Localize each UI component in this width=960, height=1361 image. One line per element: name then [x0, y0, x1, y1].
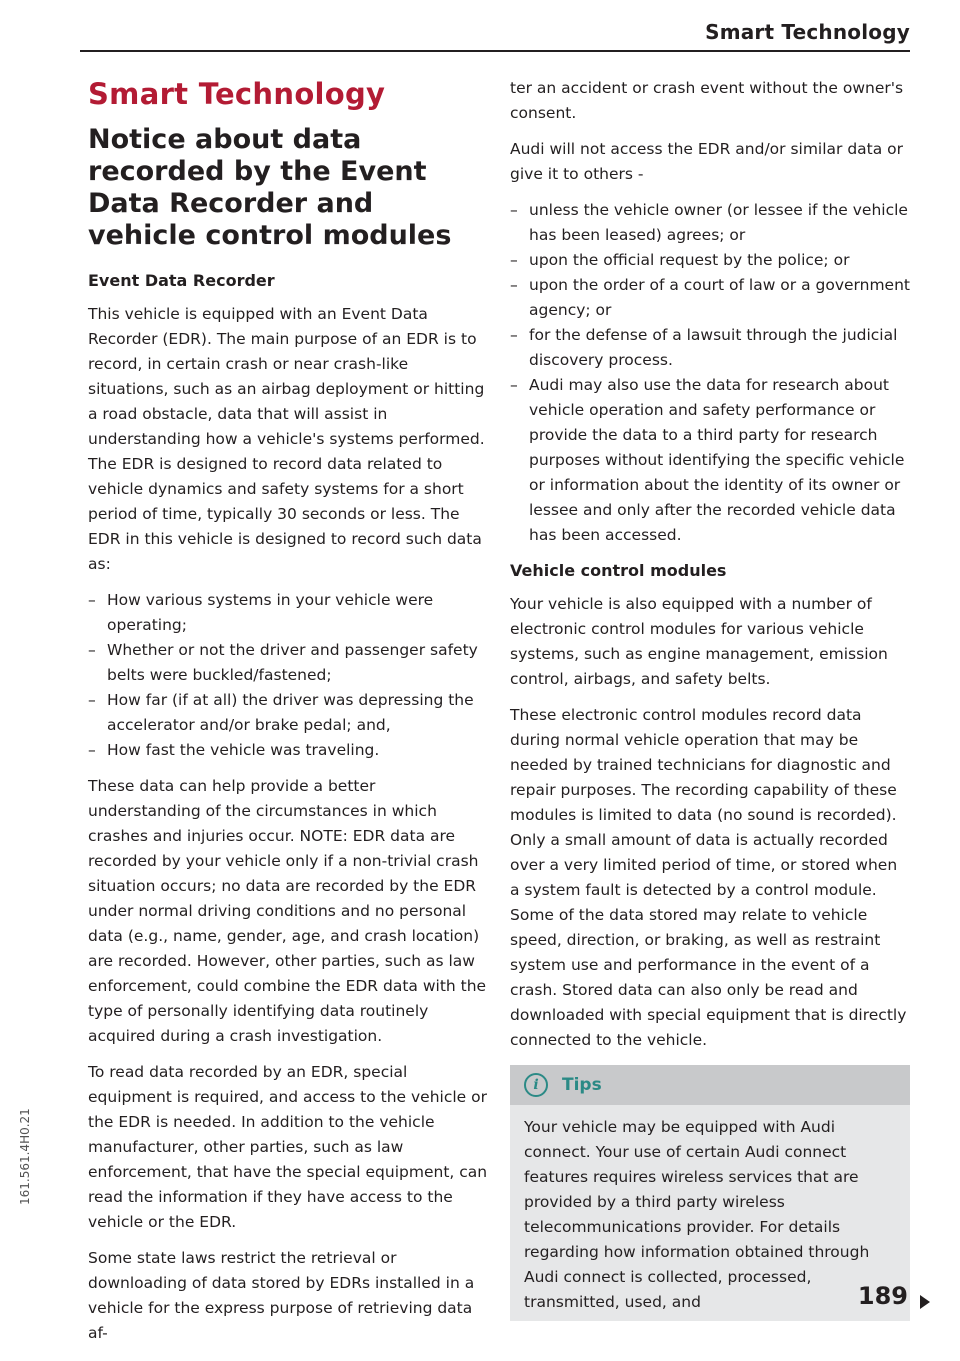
paragraph: Some state laws restrict the retrieval or downloading of data stored by EDRs installed in a vehicle for the express purpose of retrieving data af-	[88, 1249, 475, 1342]
tips-box	[510, 1065, 910, 1321]
tips-body	[510, 1105, 910, 1321]
subhead-event-data-recorder: Event Data Recorder	[88, 271, 275, 290]
tips-header	[510, 1065, 910, 1105]
tips-label: Tips	[562, 1075, 602, 1095]
paragraph: These data can help provide a better understanding of the circumstances in which crashes and injuries occur. NOTE: EDR data are recorded by your vehicle only if a non-trivial crash situation occurs; no data are recorded by the EDR under normal driving conditions and no personal data (e.g., name, gender, age, and crash location) are recorded. However, other parties, such as law enforcement, could combine the EDR data with the type of personally identifying data routinely acquired during a crash investigation.	[88, 777, 487, 1045]
paragraph: To read data recorded by an EDR, special equipment is required, and access to the vehicle or the EDR is needed. In addition to the vehicle manufacturer, other parties, such as law enforcement, that have the special equipment, can read the information if they have access to the vehicle or the EDR.	[88, 1063, 488, 1231]
list-item: – How fast the vehicle was traveling.	[88, 738, 490, 763]
list-item: – Audi may also use the data for research about vehicle operation and safety performance or provide the data to a third party for research purposes without identifying the specific vehicle or information about the identity of its owner or lessee and only after the recorded vehicle data has been accessed.	[510, 373, 910, 548]
list-item: – How far (if at all) the driver was depressing the accelerator and/or brake pedal; and,	[88, 688, 490, 738]
paragraph: Audi will not access the EDR and/or similar data or give it to others -	[510, 140, 904, 183]
side-code: 161.561.4H0.21	[18, 1108, 32, 1205]
continue-arrow-icon	[920, 1295, 930, 1309]
access-conditions-list	[510, 198, 910, 548]
tips-text: Your vehicle may be equipped with Audi connect. Your use of certain Audi connect features requires wireless services that are provided by a third party wireless telecommunications provider. For details regarding how information obtained through Audi connect is collected, processed, transmitted, used, and	[524, 1118, 870, 1311]
paragraph: ter an accident or crash event without the owner's consent.	[510, 79, 904, 122]
edr-data-list	[88, 588, 490, 763]
section-title: Smart Technology	[88, 77, 386, 111]
left-column	[88, 76, 490, 1357]
running-head: Smart Technology	[705, 20, 910, 44]
paragraph: Your vehicle is also equipped with a number of electronic control modules for various vehicle systems, such as engine management, emission control, airbags, and safety belts.	[510, 595, 888, 688]
page-number: 189	[857, 1282, 908, 1310]
subhead-vehicle-control-modules: Vehicle control modules	[510, 561, 727, 580]
list-item: – upon the order of a court of law or a government agency; or	[510, 273, 910, 323]
header-rule	[80, 50, 910, 52]
list-item: – upon the official request by the police; or	[510, 248, 910, 273]
info-circle-icon: i	[524, 1073, 548, 1097]
list-item: – unless the vehicle owner (or lessee if the vehicle has been leased) agrees; or	[510, 198, 910, 248]
paragraph: This vehicle is equipped with an Event Data Recorder (EDR). The main purpose of an EDR is to record, in certain crash or near crash-like situations, such as an airbag deployment or hitting a road obstacle, data that will assist in understanding how a vehicle's systems performed. The EDR is designed to record data related to vehicle dynamics and safety systems for a short period of time, typically 30 seconds or less. The EDR in this vehicle is designed to record such data as:	[88, 305, 485, 573]
list-item: – How various systems in your vehicle were operating;	[88, 588, 490, 638]
list-item: – for the defense of a lawsuit through the judicial discovery process.	[510, 323, 910, 373]
paragraph: These electronic control modules record data during normal vehicle operation that may be needed by trained technicians for diagnostic and repair purposes. The recording capability of these modules is limited to data (no sound is recorded). Only a small amount of data is actually recorded over a very limited period of time, or stored when a system fault is detected by a control module. Some of the data stored may relate to vehicle speed, direction, or braking, as well as restraint system use and performance in the event of a crash. Stored data can also only be read and downloaded with special equipment that is directly connected to the vehicle.	[510, 706, 907, 1049]
article-title: Notice about data recorded by the Event Data Recorder and vehicle control modules	[88, 124, 452, 251]
right-column	[510, 76, 910, 1321]
list-item: – Whether or not the driver and passenger safety belts were buckled/fastened;	[88, 638, 490, 688]
